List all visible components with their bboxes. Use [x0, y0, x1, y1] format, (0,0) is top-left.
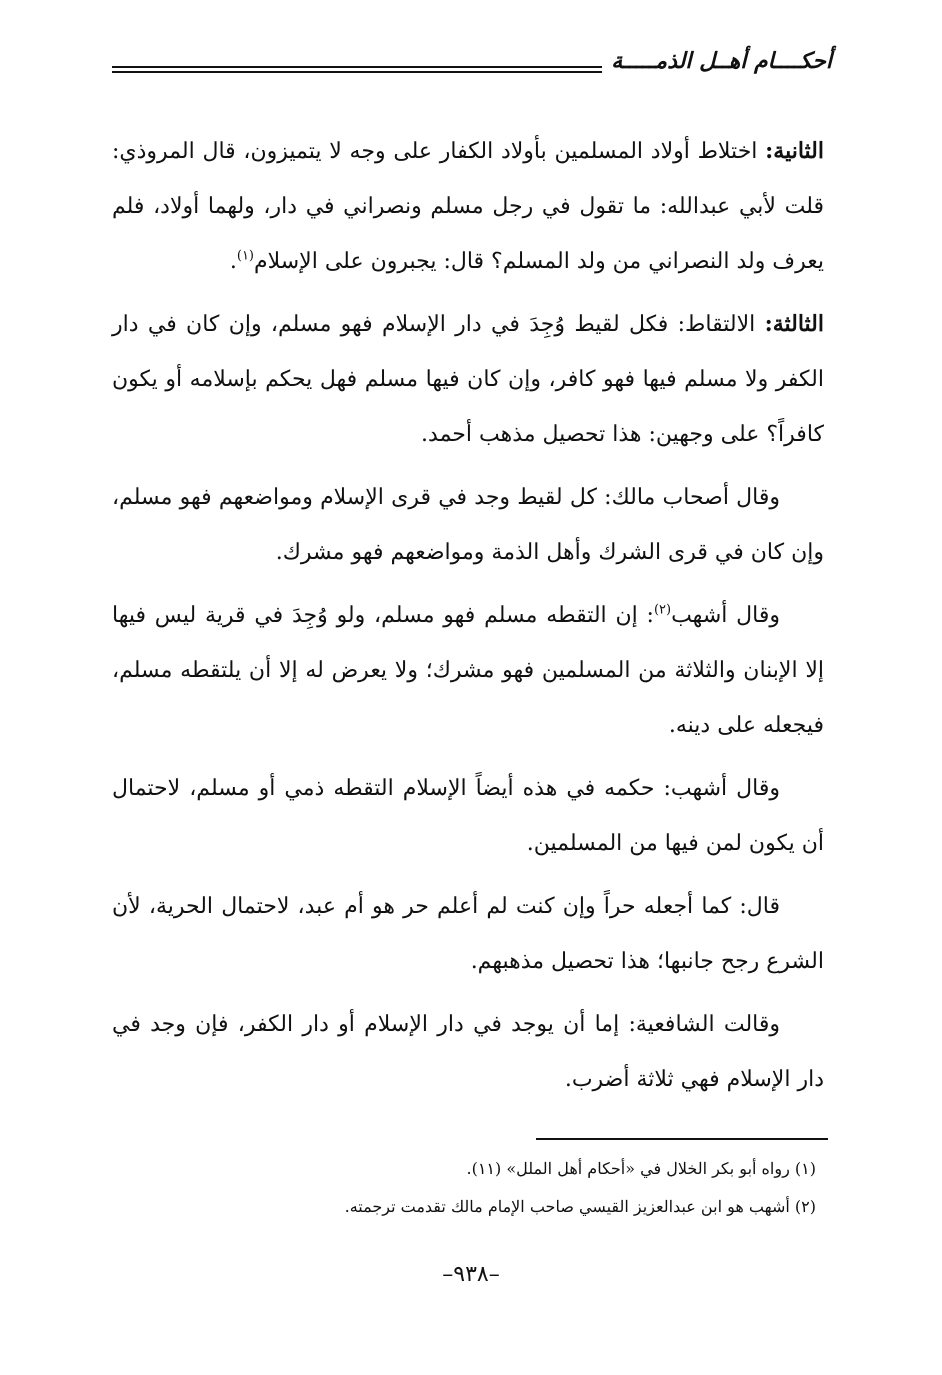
page-number: –٩٣٨–	[442, 1262, 500, 1287]
footnote-ref-2[interactable]: (٢)	[653, 602, 672, 618]
paragraph-text: وقالت الشافعية: إما أن يوجد في دار الإسلام أو دار الكفر، فإن وجد في دار الإسلام فهي ثلاثة أضرب.	[112, 1012, 824, 1092]
paragraph-third	[112, 297, 824, 462]
paragraph-shafii	[112, 997, 824, 1107]
running-title: أحكــــام أهــل الذمـــــة	[611, 48, 832, 74]
paragraph-text: الالتقاط: فكل لقيط وُجِدَ في دار الإسلام فهو مسلم، وإن كان في دار الكفر ولا مسلم فيها فهو كافر، وإن كان فيها مسلم فهل يحكم بإسلامه أو يكون كافراً؟ على وجهين: هذا تحصيل مذهب أحمد.	[112, 312, 824, 447]
paragraph-pre: وقال أشهب	[671, 603, 780, 628]
footnote-2: (٢) أشهب هو ابن عبدالعزيز القيسي صاحب الإمام مالك تقدمت ترجمته.	[344, 1197, 816, 1216]
paragraph-text: وقال أشهب: حكمه في هذه أيضاً الإسلام التقطه ذمي أو مسلم، لاحتمال أن يكون لمن فيها من المسلمين.	[112, 776, 824, 856]
main-text	[112, 124, 824, 1115]
paragraph-malik	[112, 470, 824, 580]
paragraph-ashhab-2	[112, 761, 824, 871]
paragraph-lead: الثالثة:	[764, 311, 824, 337]
paragraph-lead: الثانية:	[765, 138, 824, 164]
footnote-separator	[536, 1138, 828, 1140]
paragraph-text: قال: كما أجعله حراً وإن كنت لم أعلم حر هو أم عبد، لاحتمال الحرية، لأن الشرع رجح جانبها؛ هذا تحصيل مذهبهم.	[112, 894, 824, 974]
paragraph-text: وقال أصحاب مالك: كل لقيط وجد في قرى الإسلام ومواضعهم فهو مسلم، وإن كان في قرى الشرك وأهل الذمة ومواضعهم فهو مشرك.	[112, 485, 824, 565]
page-header	[112, 44, 832, 84]
paragraph-tail: .	[229, 249, 237, 274]
paragraph-text: : إن التقطه مسلم فهو مسلم، ولو وُجِدَ في قرية ليس فيها إلا الإبنان والثلاثة من المسلمين فهو مشرك؛ ولا يعرض له إلا أن يلتقطه مسلم، فيجعله على دينه.	[112, 603, 824, 738]
paragraph-ashhab-1	[112, 588, 824, 753]
paragraph-text: اختلاط أولاد المسلمين بأولاد الكفار على وجه لا يتميزون، قال المروذي: قلت لأبي عبدالله: ما تقول في رجل مسلم ونصراني في دار، ولهما أولاد، فلم يعرف ولد النصراني من ولد المسلم؟ قال: يجبرون على الإسلام	[112, 139, 824, 274]
header-double-rule	[112, 66, 602, 73]
paragraph-freedom	[112, 879, 824, 989]
footnote-1: (١) رواه أبو بكر الخلال في «أحكام أهل الملل» (١١).	[466, 1159, 816, 1178]
footnote-ref-1[interactable]: (١)	[236, 248, 254, 264]
footnotes	[112, 1150, 824, 1226]
paragraph-second	[112, 124, 824, 289]
